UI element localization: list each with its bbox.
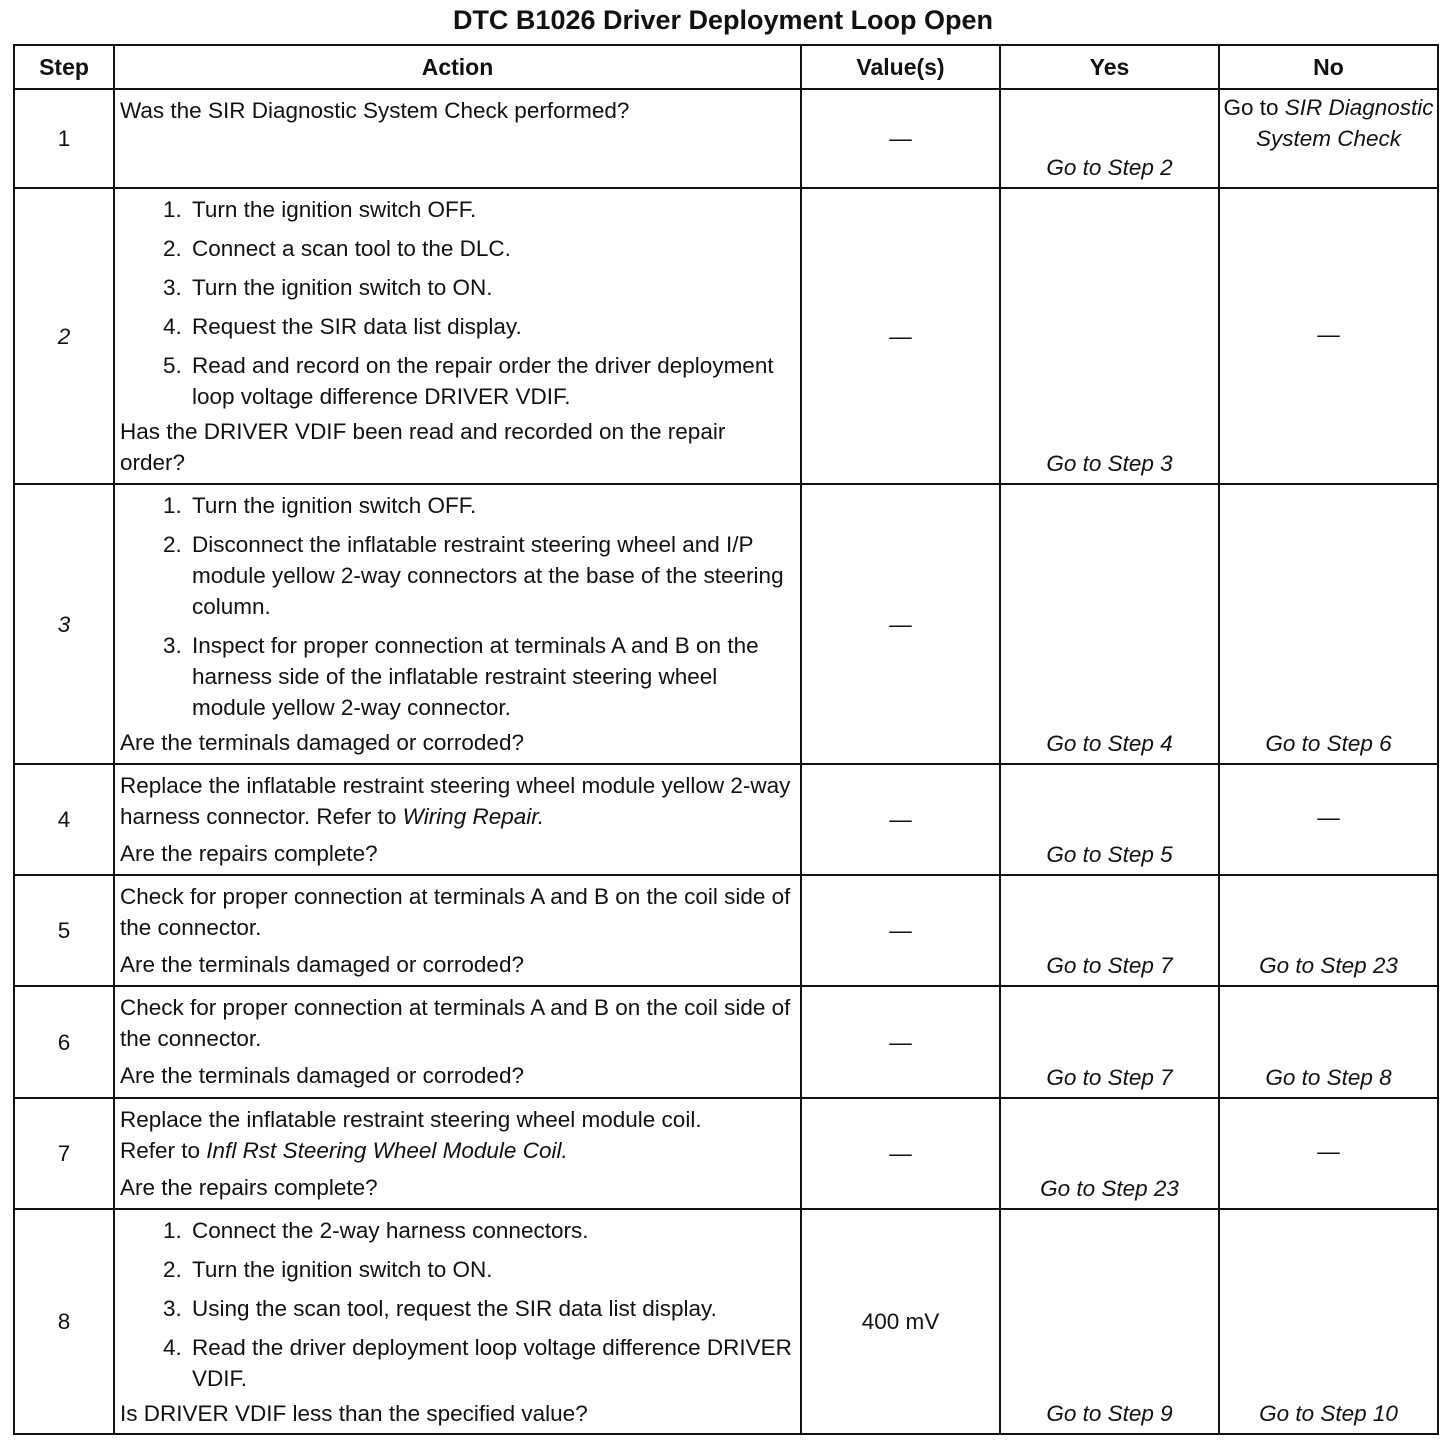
substep: 2. Turn the ignition switch to ON. <box>188 1254 794 1285</box>
yes-cell: Go to Step 4 <box>1000 484 1219 764</box>
no-link-sir-check: SIR Diagnostic System Check <box>1255 95 1434 151</box>
no-cell: — <box>1219 188 1438 484</box>
yes-cell: Go to Step 3 <box>1000 188 1219 484</box>
substep: 1. Turn the ignition switch OFF. <box>188 194 794 225</box>
action-text-prefix: Replace the inflatable restraint steering wheel module yellow 2-way harness connector. Refer to <box>120 773 791 829</box>
action-question: Is DRIVER VDIF less than the specified value? <box>120 1401 588 1426</box>
substep-list <box>120 194 794 412</box>
step-number: 8 <box>14 1209 114 1434</box>
action-ref-module-coil: Infl Rst Steering Wheel Module Coil. <box>206 1138 568 1163</box>
table-row <box>14 89 1438 188</box>
action-cell <box>114 986 801 1098</box>
no-cell: Go to Step 23 <box>1219 875 1438 986</box>
step-number: 1 <box>14 89 114 188</box>
action-question: Are the repairs complete? <box>120 841 378 866</box>
action-cell <box>114 1098 801 1209</box>
step-number: 5 <box>14 875 114 986</box>
substep-list <box>120 490 794 723</box>
substep: 4. Read the driver deployment loop voltage difference DRIVER VDIF. <box>188 1332 794 1394</box>
action-text <box>120 1135 794 1166</box>
action-cell <box>114 188 801 484</box>
action-cell <box>114 1209 801 1434</box>
action-question: Are the terminals damaged or corroded? <box>120 1063 524 1088</box>
substep: 2. Connect a scan tool to the DLC. <box>188 233 794 264</box>
yes-cell: Go to Step 5 <box>1000 764 1219 875</box>
action-cell <box>114 764 801 875</box>
step-number: 6 <box>14 986 114 1098</box>
table-row <box>14 764 1438 875</box>
yes-cell: Go to Step 7 <box>1000 986 1219 1098</box>
action-cell <box>114 875 801 986</box>
action-question: Are the repairs complete? <box>120 1175 378 1200</box>
yes-cell: Go to Step 7 <box>1000 875 1219 986</box>
header-yes: Yes <box>1000 45 1219 89</box>
no-cell: Go to Step 10 <box>1219 1209 1438 1434</box>
action-cell <box>114 89 801 188</box>
no-cell: Go to Step 6 <box>1219 484 1438 764</box>
action-question: Are the terminals damaged or corroded? <box>120 730 524 755</box>
value-cell: — <box>801 89 1000 188</box>
value-cell: — <box>801 484 1000 764</box>
step-number: 7 <box>14 1098 114 1209</box>
yes-cell: Go to Step 23 <box>1000 1098 1219 1209</box>
step-number: 2 <box>14 188 114 484</box>
action-text <box>120 770 794 832</box>
action-text: Check for proper connection at terminals A and B on the coil side of the connector. <box>120 995 791 1051</box>
substep: 2. Disconnect the inflatable restraint steering wheel and I/P module yellow 2-way connectors at the base of the steering column. <box>188 529 794 622</box>
action-ref-wiring-repair: Wiring Repair. <box>402 804 545 829</box>
table-row <box>14 1209 1438 1434</box>
table-row <box>14 188 1438 484</box>
action-text: Check for proper connection at terminals A and B on the coil side of the connector. <box>120 884 791 940</box>
table-row <box>14 986 1438 1098</box>
no-cell: Go to Step 8 <box>1219 986 1438 1098</box>
value-cell: — <box>801 1098 1000 1209</box>
substep: 4. Request the SIR data list display. <box>188 311 794 342</box>
action-text-prefix: Refer to <box>120 1138 207 1163</box>
action-text-line: Replace the inflatable restraint steering wheel module coil. <box>120 1107 702 1132</box>
no-cell: — <box>1219 1098 1438 1209</box>
header-step: Step <box>14 45 114 89</box>
no-prefix: Go to <box>1223 95 1285 120</box>
substep: 5. Read and record on the repair order the driver deployment loop voltage difference DRIVER VDIF. <box>188 350 794 412</box>
action-question: Are the terminals damaged or corroded? <box>120 952 524 977</box>
substep: 1. Turn the ignition switch OFF. <box>188 490 794 521</box>
header-values: Value(s) <box>801 45 1000 89</box>
table-row <box>14 484 1438 764</box>
action-question: Has the DRIVER VDIF been read and recorded on the repair order? <box>120 419 726 475</box>
action-question: Was the SIR Diagnostic System Check performed? <box>120 98 630 123</box>
no-cell: — <box>1219 764 1438 875</box>
yes-cell: Go to Step 9 <box>1000 1209 1219 1434</box>
table-row <box>14 875 1438 986</box>
action-cell <box>114 484 801 764</box>
header-no: No <box>1219 45 1438 89</box>
substep: 3. Inspect for proper connection at terminals A and B on the harness side of the inflatable restraint steering wheel module yellow 2-way connector. <box>188 630 794 723</box>
value-cell: — <box>801 764 1000 875</box>
table-header-row <box>14 45 1438 89</box>
value-cell: 400 mV <box>801 1209 1000 1434</box>
substep: 3. Using the scan tool, request the SIR data list display. <box>188 1293 794 1324</box>
yes-cell: Go to Step 2 <box>1000 89 1219 188</box>
value-cell: — <box>801 188 1000 484</box>
substep: 3. Turn the ignition switch to ON. <box>188 272 794 303</box>
value-cell: — <box>801 875 1000 986</box>
value-cell: — <box>801 986 1000 1098</box>
step-number: 3 <box>14 484 114 764</box>
diagnostic-table <box>13 44 1439 1435</box>
no-cell <box>1219 89 1438 188</box>
header-action: Action <box>114 45 801 89</box>
step-number: 4 <box>14 764 114 875</box>
table-row <box>14 1098 1438 1209</box>
substep-list <box>120 1215 794 1394</box>
substep: 1. Connect the 2-way harness connectors. <box>188 1215 794 1246</box>
page-title: DTC B1026 Driver Deployment Loop Open <box>452 5 994 35</box>
